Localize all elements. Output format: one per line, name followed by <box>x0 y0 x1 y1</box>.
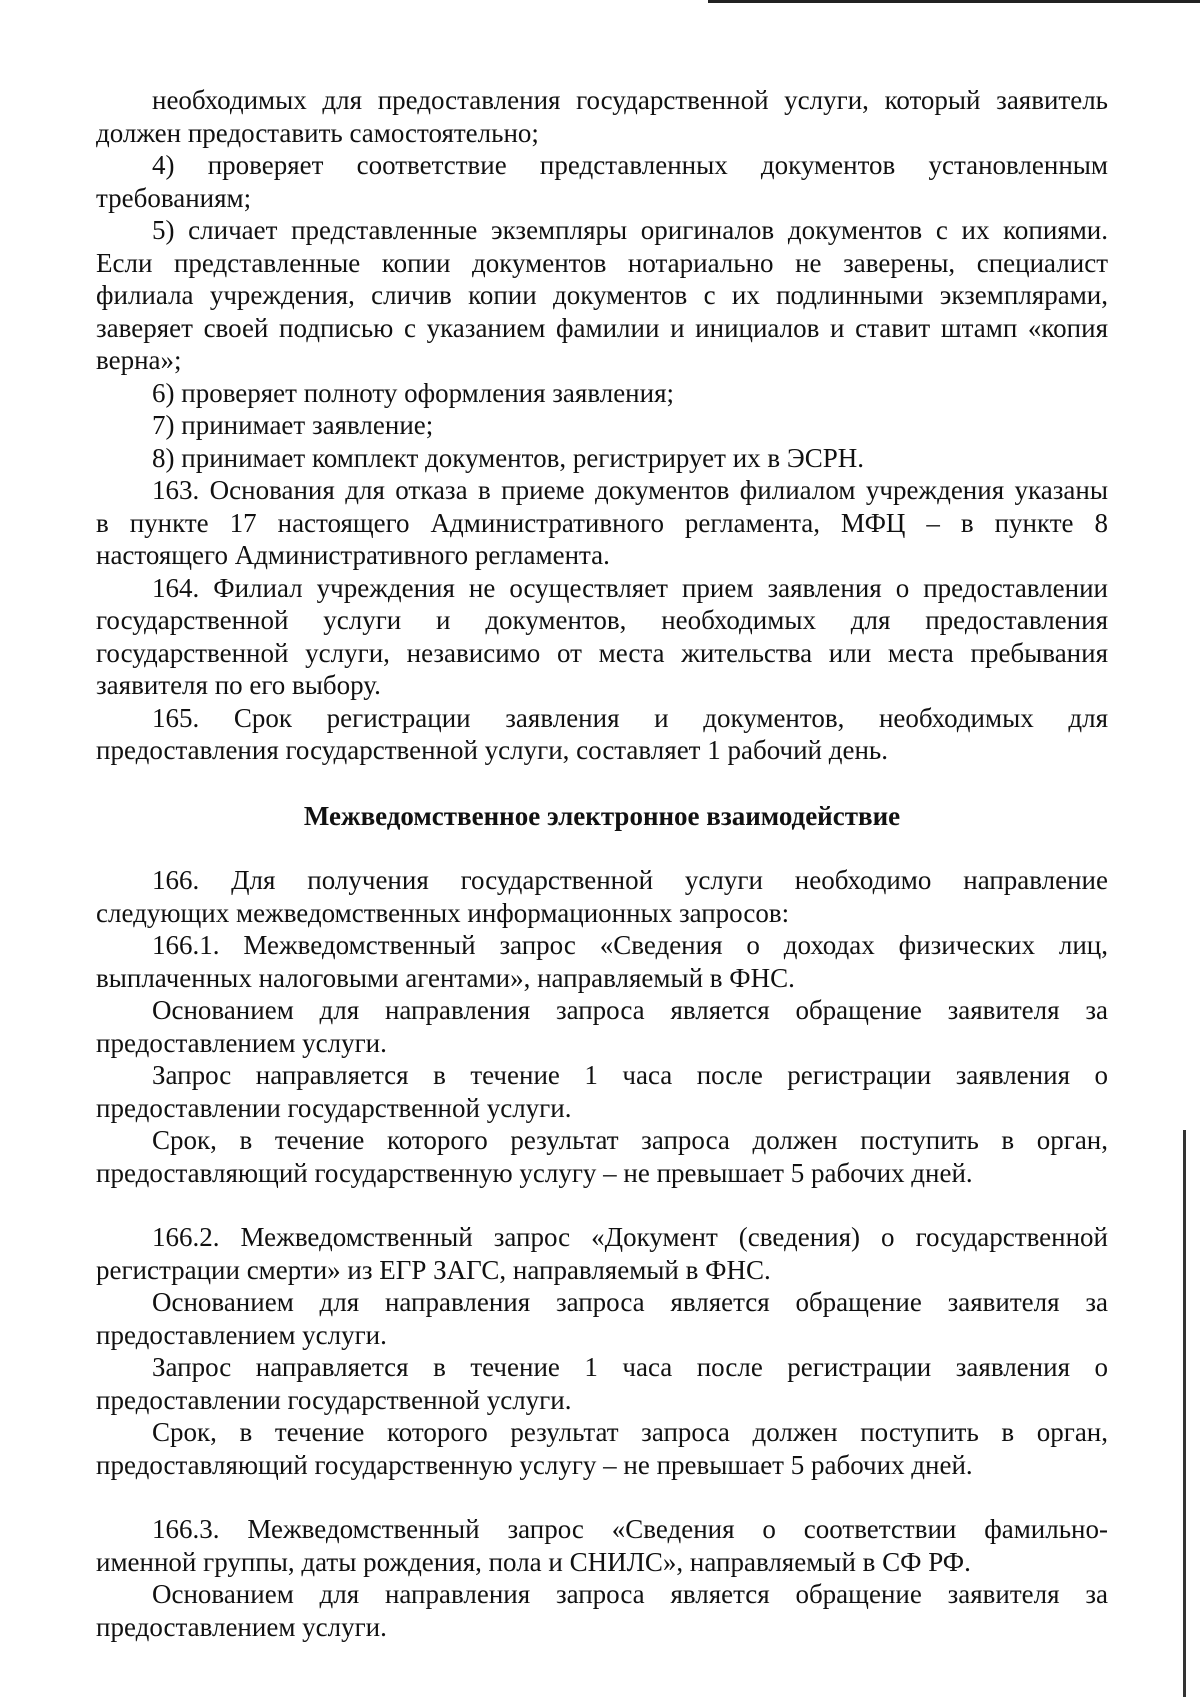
paragraph <box>96 864 1108 929</box>
paragraph <box>96 702 1108 767</box>
paragraph <box>96 1416 1108 1481</box>
paragraph <box>96 572 1108 702</box>
text-line: Основанием для направления запроса является обращение заявителя за <box>152 995 1108 1025</box>
text-line: заверяет своей подписью с указанием фамилии и инициалов и ставит штамп «копия <box>96 312 1108 343</box>
paragraph-gap <box>96 1189 1108 1221</box>
text-line: верна»; <box>96 345 182 375</box>
text-line: Запрос направляется в течение 1 часа после регистрации заявления о <box>152 1060 1108 1090</box>
text-line: филиала учреждения, сличив копии документов с их подлинными экземплярами, <box>96 280 1108 310</box>
text-line: предоставлением услуги. <box>96 1027 387 1058</box>
text-line: предоставляющий государственную услугу – не превышает 5 рабочих дней. <box>96 1449 973 1480</box>
text-line: 6) проверяет полноту оформления заявления; <box>152 377 675 408</box>
text-line: 8) принимает комплект документов, регистрирует их в ЭСРН. <box>152 442 865 473</box>
text-line: Срок, в течение которого результат запроса должен поступить в орган, <box>152 1125 1108 1155</box>
paragraph <box>96 84 1108 149</box>
text-line: Основанием для направления запроса является обращение заявителя за <box>152 1579 1108 1609</box>
text-line: 164. Филиал учреждения не осуществляет прием заявления о предоставлении <box>152 572 1108 603</box>
paragraph <box>96 1351 1108 1416</box>
paragraph-gap <box>96 1481 1108 1513</box>
text-line: предоставлении государственной услуги. <box>96 1384 572 1415</box>
text-line: 166.2. Межведомственный запрос «Документ (сведения) о государственной <box>152 1222 1108 1252</box>
text-line: требованиям; <box>96 182 252 213</box>
scan-edge-right <box>1183 1130 1186 1697</box>
paragraph <box>96 474 1108 572</box>
text-line: Срок, в течение которого результат запроса должен поступить в орган, <box>152 1417 1108 1447</box>
text-line: 165. Срок регистрации заявления и документов, необходимых для <box>152 702 1108 733</box>
text-line: предоставления государственной услуги, составляет 1 рабочий день. <box>96 735 888 765</box>
text-line: настоящего Административного регламента. <box>96 540 610 570</box>
text-line: 166.1. Межведомственный запрос «Сведения о доходах физических лиц, <box>152 930 1108 960</box>
text-line: необходимых для предоставления государственной услуги, который заявитель <box>152 85 1108 115</box>
text-line: государственной услуги и документов, необходимых для предоставления <box>96 605 1108 635</box>
document-body <box>96 84 1108 1643</box>
text-line: предоставляющий государственную услугу – не превышает 5 рабочих дней. <box>96 1157 973 1188</box>
text-line: Основанием для направления запроса является обращение заявителя за <box>152 1287 1108 1317</box>
paragraph <box>96 994 1108 1059</box>
scan-edge-top <box>708 0 1200 3</box>
text-line: регистрации смерти» из ЕГР ЗАГС, направляемый в ФНС. <box>96 1254 771 1285</box>
paragraph <box>96 1578 1108 1643</box>
text-line: должен предоставить самостоятельно; <box>96 117 539 148</box>
text-line: предоставлении государственной услуги. <box>96 1092 572 1123</box>
text-line: Запрос направляется в течение 1 часа после регистрации заявления о <box>152 1352 1108 1382</box>
text-line: 7) принимает заявление; <box>152 410 434 440</box>
text-line: в пункте 17 настоящего Административного регламента, МФЦ – в пункте 8 <box>96 507 1108 538</box>
paragraph <box>96 1059 1108 1124</box>
paragraph <box>96 442 1108 475</box>
paragraph <box>96 149 1108 214</box>
paragraph <box>96 214 1108 377</box>
paragraph <box>96 1513 1108 1578</box>
paragraph <box>96 1221 1108 1286</box>
text-line: государственной услуги, независимо от места жительства или места пребывания <box>96 637 1108 668</box>
text-line: 4) проверяет соответствие представленных документов установленным <box>152 150 1108 180</box>
text-line: 5) сличает представленные экземпляры оригиналов документов с их копиями. <box>152 215 1108 245</box>
paragraph <box>96 409 1108 442</box>
paragraph <box>96 1286 1108 1351</box>
paragraph <box>96 1124 1108 1189</box>
text-line: следующих межведомственных информационных запросов: <box>96 897 790 928</box>
text-line: 166.3. Межведомственный запрос «Сведения о соответствии фамильно- <box>152 1514 1108 1544</box>
text-line: выплаченных налоговыми агентами», направляемый в ФНС. <box>96 962 795 993</box>
text-line: именной группы, даты рождения, пола и СНИЛС», направляемый в СФ РФ. <box>96 1546 971 1577</box>
text-line: заявителя по его выбору. <box>96 670 381 700</box>
text-line: 166. Для получения государственной услуги необходимо направление <box>152 865 1108 895</box>
section-heading: Межведомственное электронное взаимодействие <box>303 800 901 831</box>
paragraph <box>96 377 1108 410</box>
text-line: 163. Основания для отказа в приеме документов филиалом учреждения указаны <box>152 475 1108 505</box>
text-line: Если представленные копии документов нотариально не заверены, специалист <box>96 247 1108 278</box>
text-line: предоставлением услуги. <box>96 1611 387 1642</box>
paragraph <box>96 929 1108 994</box>
text-line: предоставлением услуги. <box>96 1319 387 1350</box>
